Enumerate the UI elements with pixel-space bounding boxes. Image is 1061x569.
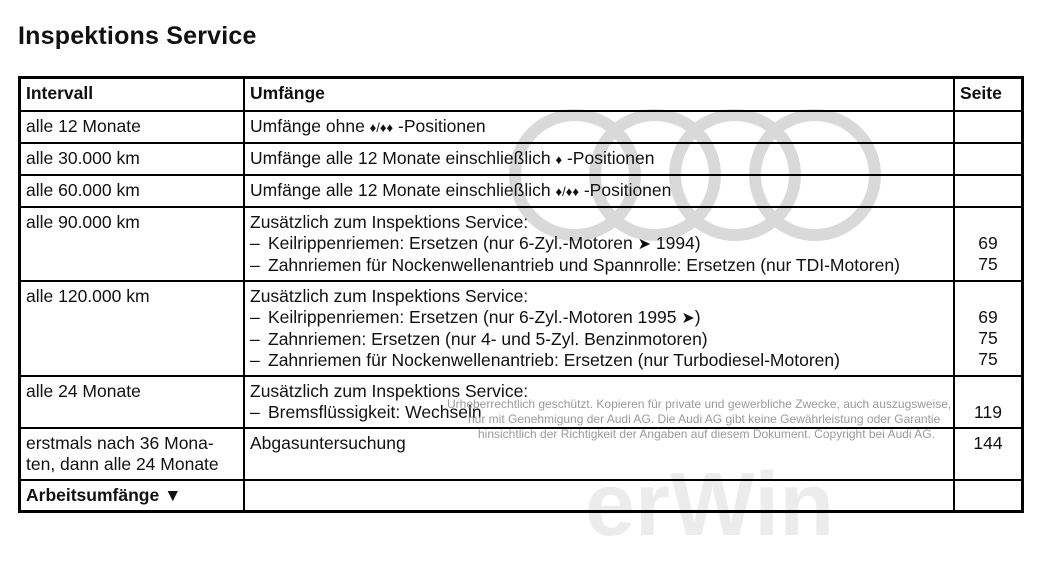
page-cell bbox=[954, 207, 1023, 281]
scope-text: ) bbox=[694, 307, 701, 327]
scope-cell bbox=[244, 281, 954, 376]
interval-text: Arbeitsumfänge ▼ bbox=[26, 485, 182, 505]
dash-bullet: – bbox=[250, 329, 260, 349]
interval-text: alle 24 Monate bbox=[26, 381, 141, 401]
interval-cell bbox=[20, 428, 245, 480]
header-scope: Umfänge bbox=[244, 78, 954, 112]
page-title: Inspektions Service bbox=[18, 22, 257, 50]
scope-line bbox=[250, 255, 948, 276]
copyright-watermark-line-1: Urheberrechtlich geschützt. Kopieren für private und gewerbliche Zwecke, auch auszugsweise, bbox=[447, 397, 952, 411]
table-row bbox=[20, 207, 1023, 281]
page-number: 119 bbox=[974, 402, 1002, 422]
scope-text: 1994) bbox=[651, 233, 701, 253]
dash-bullet: – bbox=[250, 307, 260, 327]
scope-text: Keilrippenriemen: Ersetzen (nur 6-Zyl.-Motoren bbox=[268, 233, 638, 253]
scope-cell bbox=[244, 143, 954, 175]
dash-bullet: – bbox=[250, 255, 260, 275]
scope-text: -Positionen bbox=[562, 148, 655, 168]
page-number bbox=[960, 212, 1016, 233]
scope-text: Umfänge alle 12 Monate einschließlich bbox=[250, 180, 556, 200]
table-header-row bbox=[20, 78, 1023, 112]
header-interval: Intervall bbox=[20, 78, 245, 112]
page-number: 144 bbox=[973, 433, 1003, 453]
scope-text: Keilrippenriemen: Ersetzen (nur 6-Zyl.-Motoren 1995 bbox=[268, 307, 682, 327]
scope-line bbox=[250, 286, 948, 307]
dash-bullet: – bbox=[250, 402, 260, 422]
scope-text: Zusätzlich zum Inspektions Service: bbox=[250, 381, 529, 401]
dash-bullet: – bbox=[250, 350, 260, 370]
interval-cell bbox=[20, 207, 245, 281]
scope-cell bbox=[244, 480, 954, 512]
interval-cell bbox=[20, 175, 245, 207]
scope-text: -Positionen bbox=[578, 180, 672, 200]
interval-cell bbox=[20, 143, 245, 175]
page-cell bbox=[954, 143, 1023, 175]
page-number bbox=[960, 286, 1016, 307]
interval-text: alle 90.000 km bbox=[26, 212, 140, 232]
scope-line bbox=[250, 180, 948, 202]
copyright-watermark-line-3: hinsichtlich der Richtigkeit der Angaben auf diesem Dokument. Copyright bei Audi AG. bbox=[478, 427, 935, 441]
scope-text: Umfänge alle 12 Monate einschließlich bbox=[250, 148, 556, 168]
page-cell bbox=[954, 281, 1023, 376]
scope-text: Umfänge ohne bbox=[250, 116, 370, 136]
page-cell bbox=[954, 175, 1023, 207]
interval-cell bbox=[20, 376, 245, 428]
table-row bbox=[20, 143, 1023, 175]
erwin-logo-watermark: erWin bbox=[585, 455, 835, 555]
scope-text: Zahnriemen für Nockenwellenantrieb und Spannrolle: Ersetzen (nur TDI-Motoren) bbox=[268, 255, 900, 275]
page-number: 75 bbox=[978, 254, 998, 274]
scope-line bbox=[250, 116, 948, 138]
arrow-right-icon: ➤ bbox=[637, 236, 651, 253]
interval-text: alle 60.000 km bbox=[26, 180, 140, 200]
scope-cell bbox=[244, 111, 954, 143]
interval-cell bbox=[20, 480, 245, 512]
inspection-service-table bbox=[18, 76, 1024, 513]
page-number: 75 bbox=[978, 328, 998, 348]
page-cell bbox=[954, 376, 1023, 428]
scope-text: Zahnriemen: Ersetzen (nur 4- und 5-Zyl. Benzinmotoren) bbox=[268, 329, 708, 349]
diamond-icon: ♦/♦♦ bbox=[369, 120, 394, 135]
scope-line bbox=[250, 329, 948, 350]
interval-text: ten, dann alle 24 Monate bbox=[26, 454, 219, 474]
table-row bbox=[20, 480, 1023, 512]
page-number: 75 bbox=[978, 349, 998, 369]
scope-line bbox=[250, 148, 948, 170]
scope-line bbox=[250, 350, 948, 371]
scope-line bbox=[250, 233, 948, 255]
diamond-icon: ♦/♦♦ bbox=[555, 184, 579, 199]
table-row bbox=[20, 281, 1023, 376]
interval-text: alle 12 Monate bbox=[26, 116, 141, 136]
copyright-watermark-line-2: nur mit Genehmigung der Audi AG. Die Audi AG gibt keine Gewährleistung oder Garantie bbox=[468, 412, 941, 426]
page-cell bbox=[954, 480, 1023, 512]
scope-text: Zahnriemen für Nockenwellenantrieb: Ersetzen (nur Turbodiesel-Motoren) bbox=[268, 350, 840, 370]
scope-line bbox=[250, 212, 948, 233]
page-number: 69 bbox=[978, 307, 998, 327]
interval-text: erstmals nach 36 Mona- bbox=[26, 433, 214, 453]
diamond-icon: ♦ bbox=[555, 152, 563, 167]
interval-cell bbox=[20, 281, 245, 376]
interval-text: alle 30.000 km bbox=[26, 148, 140, 168]
scope-cell bbox=[244, 207, 954, 281]
scope-text: Abgasuntersuchung bbox=[250, 433, 406, 453]
interval-text: alle 120.000 km bbox=[26, 286, 150, 306]
page-cell bbox=[954, 428, 1023, 480]
interval-cell bbox=[20, 111, 245, 143]
header-page: Seite bbox=[954, 78, 1023, 112]
table-row bbox=[20, 175, 1023, 207]
page-number: 69 bbox=[978, 233, 998, 253]
dash-bullet: – bbox=[250, 233, 260, 253]
page-number bbox=[960, 381, 1016, 402]
scope-text: Zusätzlich zum Inspektions Service: bbox=[250, 212, 529, 232]
scope-text: Bremsflüssigkeit: Wechseln bbox=[268, 402, 482, 422]
table-row bbox=[20, 111, 1023, 143]
arrow-right-icon: ➤ bbox=[681, 310, 695, 327]
page-cell bbox=[954, 111, 1023, 143]
scope-line bbox=[250, 307, 948, 329]
scope-text: Zusätzlich zum Inspektions Service: bbox=[250, 286, 529, 306]
scope-cell bbox=[244, 175, 954, 207]
scope-text: -Positionen bbox=[393, 116, 486, 136]
